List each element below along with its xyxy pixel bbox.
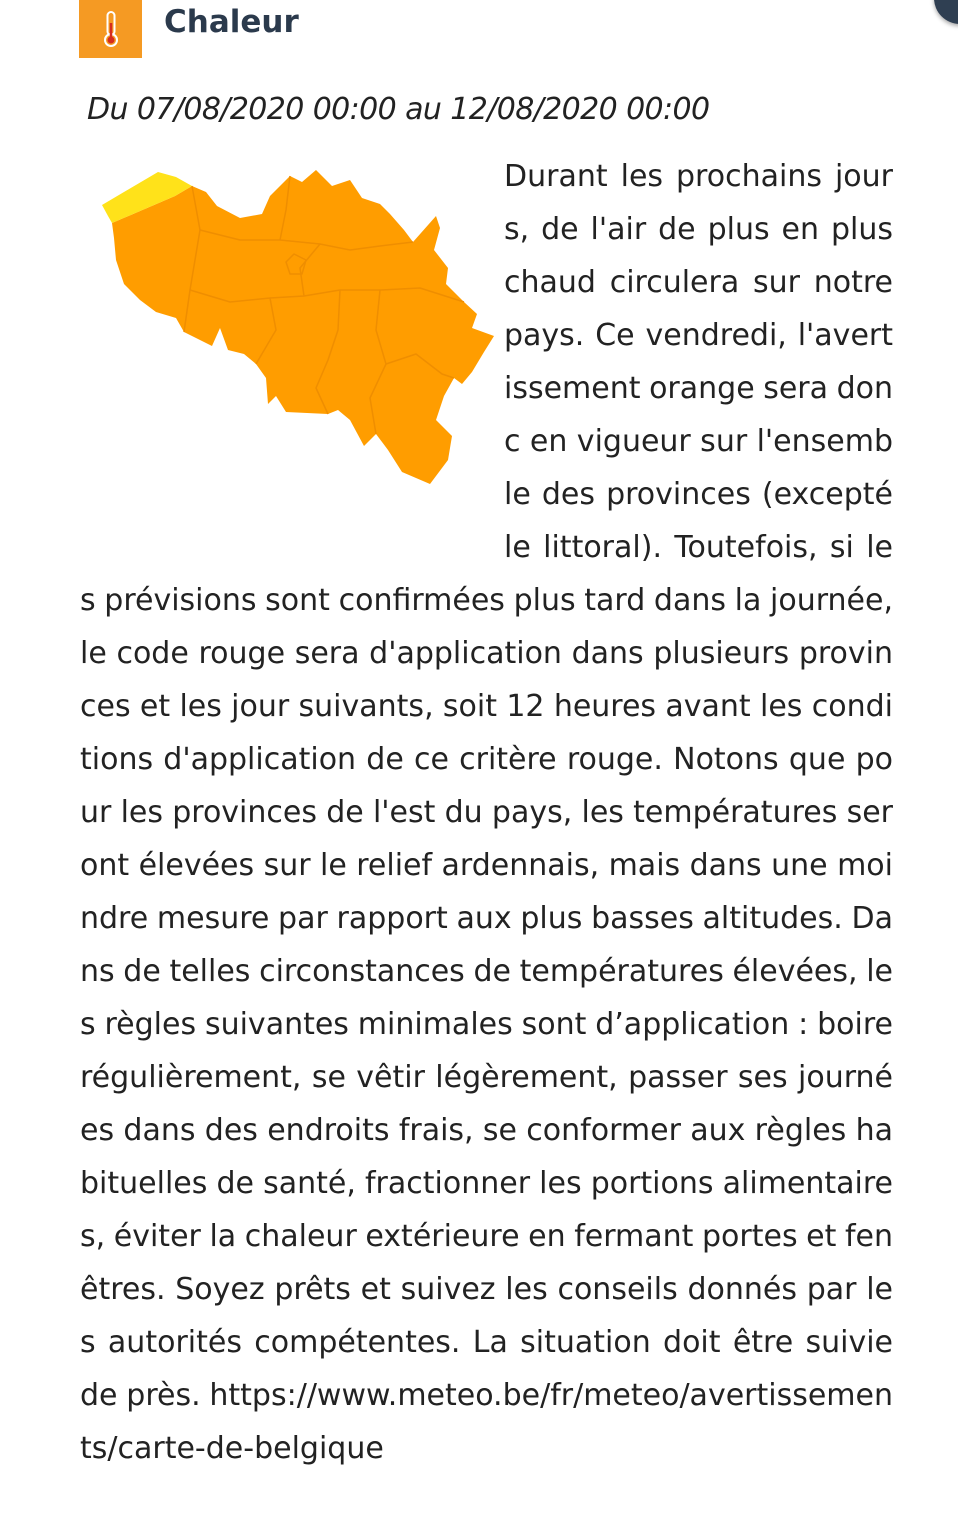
alert-level-badge — [79, 0, 142, 58]
alert-header — [79, 0, 299, 58]
warning-period: Du 07/08/2020 00:00 au 12/08/2020 00:00 — [87, 92, 710, 127]
thermometer-icon — [99, 9, 123, 49]
menu-button[interactable] — [934, 0, 958, 24]
warning-description: Durant les prochains jours, de l'air de plus en plus chaud circulera sur notre pays. Ce vendredi, l'avertissement orange sera donc en vigueur sur l'ensemble des provinces (excepté le littoral). Toutefois, si les prévisions sont confirmées plus tard dans la journée, le code rouge sera d'application dans plusieurs provinces et les jour suivants, soit 12 heures avant les conditions d'application de ce critère rouge. Notons que pour les provinces de l'est du pays, les températures seront élevées sur le relief ardennais, mais dans une moindre mesure par rapport aux plus basses altitudes. Dans de telles circonstances de températures élevées, les règles suivantes minimales sont d’application : boire régulièrement, se vêtir légèrement, passer ses journées dans des endroits frais, se conformer aux règles habituelles de santé, fractionner les portions alimentaires, éviter la chaleur extérieure en fermant portes et fenêtres. Soyez prêts et suivez les conseils donnés par les autorités compétentes. La situation doit être suivie de près. https://www.meteo.be/fr/meteo/avertissements/carte-de-belgique — [80, 159, 893, 1466]
alert-title: Chaleur — [164, 4, 299, 40]
warning-article — [80, 150, 893, 1475]
map-region-orange — [112, 170, 494, 484]
belgium-warning-map — [80, 150, 504, 522]
